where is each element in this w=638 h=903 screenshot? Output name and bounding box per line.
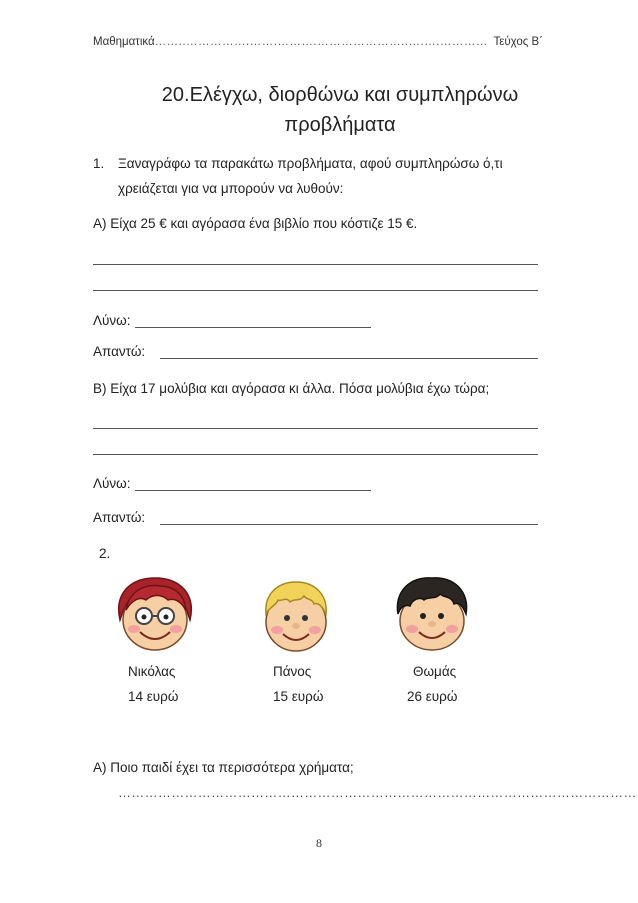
solve-line-b[interactable] <box>135 490 371 491</box>
solve-label: Λύνω: <box>93 313 131 328</box>
rewrite-line-b1[interactable] <box>93 428 538 429</box>
child-amount-panos: 15 ευρώ <box>273 689 324 704</box>
rewrite-line-a2[interactable] <box>93 290 538 291</box>
question-a-text: Α) Ποιο παιδί έχει τα περισσότερα χρήματα; <box>93 760 354 775</box>
child-name-panos: Πάνος <box>273 664 312 679</box>
blond-boy-face-icon <box>256 578 336 654</box>
exercise-2-number: 2. <box>99 546 111 561</box>
child-amount-nikolas: 14 ευρώ <box>128 689 179 704</box>
exercise-1-instruction-line-2: χρειάζεται για να μπορούν να λυθούν: <box>118 181 344 196</box>
answer-row-a <box>93 344 145 359</box>
answer-dotted-line[interactable]: ……………………………………………………………………………………………………… <box>118 785 637 800</box>
solve-line-a[interactable] <box>135 327 371 328</box>
solve-label: Λύνω: <box>93 476 131 491</box>
page-number: 8 <box>316 836 322 850</box>
red-hair-glasses-boy-face-icon <box>112 574 198 654</box>
child-amount-thomas: 26 ευρώ <box>407 689 458 704</box>
exercise-1-number: 1. <box>93 156 105 171</box>
answer-label: Απαντώ: <box>93 510 146 525</box>
header-subject: Μαθηματικά <box>93 36 155 48</box>
rewrite-line-a1[interactable] <box>93 264 538 265</box>
problem-b-text: Β) Είχα 17 μολύβια και αγόρασα κι άλλα. Πόσα μολύβια έχω τώρα; <box>93 381 490 396</box>
page-header <box>93 36 543 48</box>
answer-line-a[interactable] <box>160 358 538 359</box>
header-leader: ……..…………….…….……….…………………..….….………… <box>154 36 488 48</box>
dark-hair-boy-face-icon <box>390 574 474 654</box>
solve-row-a <box>93 313 130 328</box>
solve-row-b <box>93 476 130 491</box>
title-line-1: 20.Ελέγχω, διορθώνω και συμπληρώνω <box>161 84 519 106</box>
page-title <box>90 80 590 140</box>
header-volume: Τεύχος Β΄ <box>493 36 543 48</box>
answer-label: Απαντώ: <box>93 344 146 359</box>
answer-line-b[interactable] <box>160 524 538 525</box>
exercise-1-instruction-line-1: Ξαναγράφω τα παρακάτω προβλήματα, αφού συμπληρώσω ό,τι <box>118 156 503 171</box>
child-name-thomas: Θωμάς <box>413 664 457 679</box>
problem-a-text: Α) Είχα 25 € και αγόρασα ένα βιβλίο που κόστιζε 15 €. <box>93 216 418 231</box>
rewrite-line-b2[interactable] <box>93 454 538 455</box>
title-line-2: προβλήματα <box>284 114 396 136</box>
child-name-nikolas: Νικόλας <box>128 664 176 679</box>
answer-row-b <box>93 510 145 525</box>
